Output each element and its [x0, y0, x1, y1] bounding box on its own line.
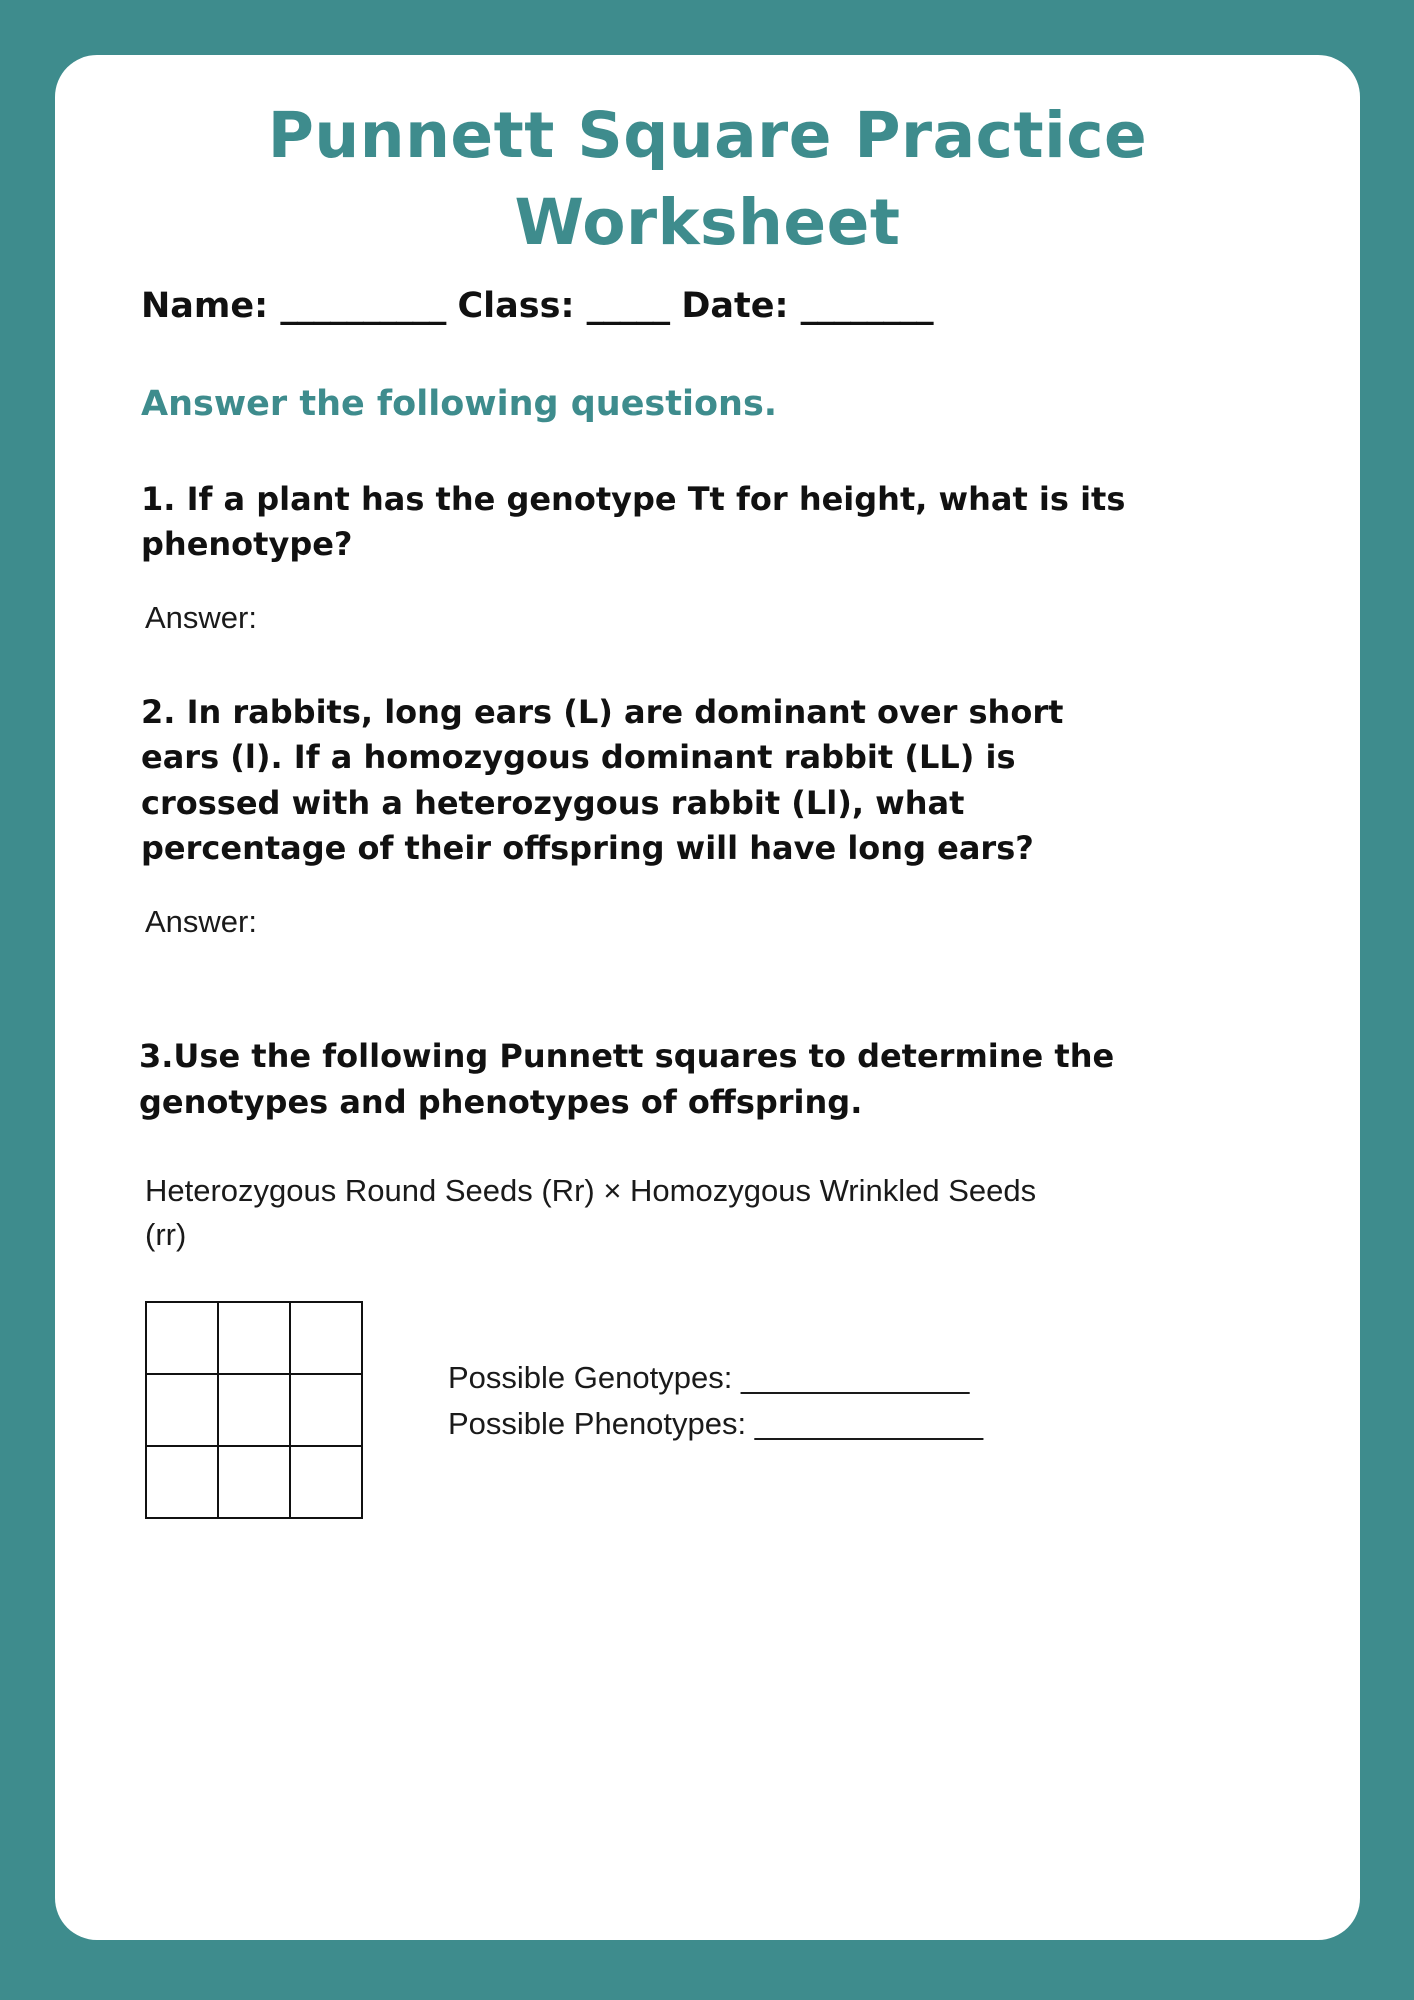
punnett-cell-r1c1[interactable]: [218, 1374, 290, 1446]
page-title: [113, 93, 1302, 267]
punnett-cell-r0c2[interactable]: [290, 1302, 362, 1374]
page-title-line1: Punnett Square Practice: [267, 99, 1148, 172]
possible-genotypes-blank[interactable]: ______________: [740, 1360, 969, 1395]
name-label: Name:: [141, 285, 269, 326]
table-row: [146, 1446, 362, 1518]
name-blank[interactable]: __________: [280, 285, 446, 326]
section-heading: Answer the following questions.: [141, 383, 778, 424]
possible-phenotypes-blank[interactable]: ______________: [754, 1405, 983, 1441]
question-3: 3.Use the following Punnett squares to determine the genotypes and phenotypes of offspring.: [139, 1037, 1115, 1121]
student-info-line: [141, 285, 1302, 327]
punnett-cell-r2c0[interactable]: [146, 1446, 218, 1518]
question-2: 2. In rabbits, long ears (L) are dominant over short ears (l). If a homozygous dominant rabbit (LL) is crossed with a heterozygous rabbit (Ll), what percentage of their offspring will have long ears?: [141, 693, 1064, 868]
cross-description: Heterozygous Round Seeds (Rr) × Homozygous Wrinkled Seeds (rr): [145, 1172, 1037, 1252]
punnett-cell-r2c1[interactable]: [218, 1446, 290, 1518]
date-label: Date:: [681, 285, 789, 326]
page-title-line2: Worksheet: [514, 185, 901, 259]
class-label: Class:: [457, 285, 575, 326]
possible-genotypes-row: [448, 1355, 982, 1401]
results-block: [448, 1301, 982, 1447]
answer-label-2[interactable]: Answer:: [145, 903, 257, 939]
table-row: [146, 1302, 362, 1374]
possible-phenotypes-label: Possible Phenotypes:: [448, 1405, 747, 1441]
date-blank[interactable]: ________: [800, 285, 933, 326]
question-1: 1. If a plant has the genotype Tt for height, what is its phenotype?: [141, 479, 1126, 564]
possible-phenotypes-row: [448, 1401, 982, 1447]
punnett-cell-r2c2[interactable]: [290, 1446, 362, 1518]
punnett-square-section: [145, 1301, 1302, 1519]
answer-label-1[interactable]: Answer:: [145, 599, 257, 635]
possible-genotypes-label: Possible Genotypes:: [448, 1360, 733, 1395]
table-row: [146, 1374, 362, 1446]
worksheet-card: [55, 55, 1360, 1940]
punnett-cell-r1c2[interactable]: [290, 1374, 362, 1446]
punnett-cell-r1c0[interactable]: [146, 1374, 218, 1446]
punnett-cell-r0c1[interactable]: [218, 1302, 290, 1374]
punnett-square-grid[interactable]: [145, 1301, 363, 1519]
punnett-cell-r0c0[interactable]: [146, 1302, 218, 1374]
class-blank[interactable]: _____: [586, 285, 670, 326]
